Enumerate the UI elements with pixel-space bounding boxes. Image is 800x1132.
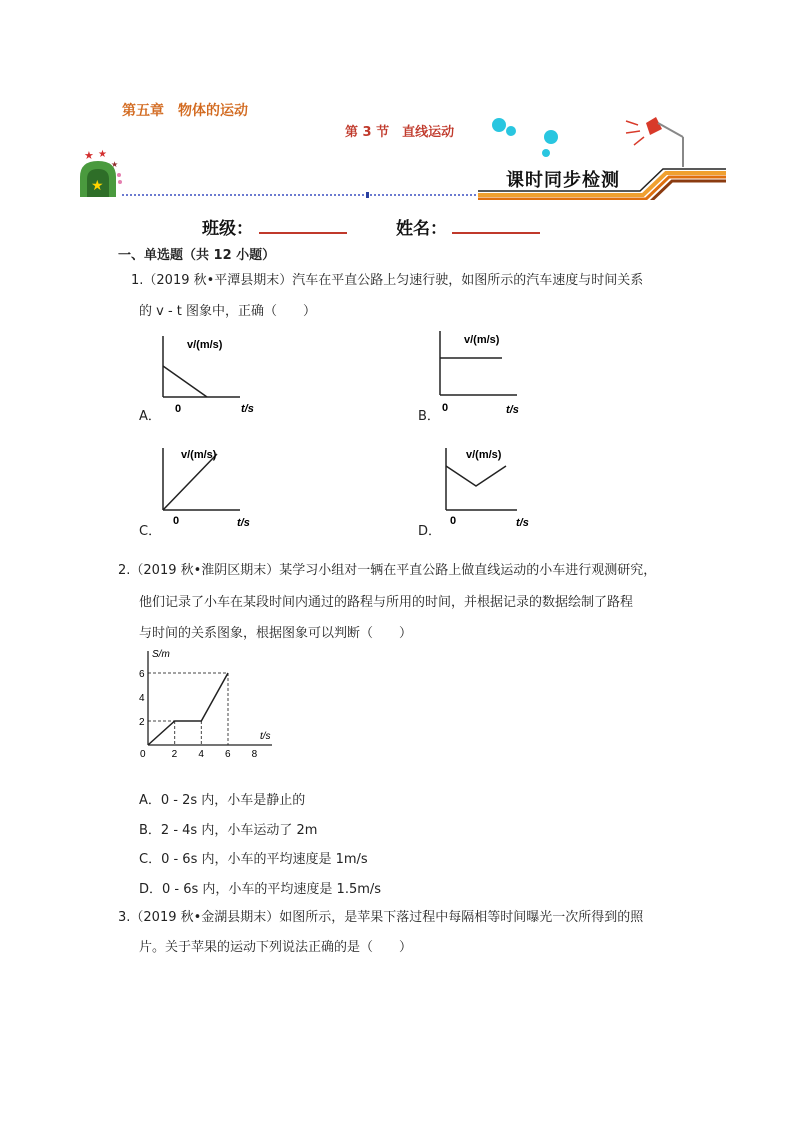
q2-option-b[interactable]: B．2 - 4s 内，小车运动了 2m bbox=[139, 823, 318, 838]
axis-label-y: v/(m/s) bbox=[466, 449, 502, 461]
q1-option-b-label[interactable]: B． bbox=[418, 409, 440, 424]
q3-stem-line1: 3.（2019 秋•金湖县期末）如图所示，是苹果下落过程中每隔相等时间曝光一次所得到的照 bbox=[118, 910, 644, 925]
velocity-line bbox=[163, 366, 207, 397]
axis-label-y: v/(m/s) bbox=[181, 449, 217, 461]
q2-option-c[interactable]: C．0 - 6s 内，小车的平均速度是 1m/s bbox=[139, 852, 368, 867]
y-tick-label: 6 bbox=[139, 669, 145, 680]
q1-option-d-label[interactable]: D． bbox=[418, 524, 442, 539]
y-tick-label: 4 bbox=[139, 693, 145, 704]
chapter-title: 第五章 物体的运动 bbox=[122, 103, 248, 119]
x-tick-label: 8 bbox=[251, 749, 258, 760]
q2-option-d[interactable]: D．0 - 6s 内，小车的平均速度是 1.5m/s bbox=[139, 882, 382, 897]
origin-label: 0 bbox=[442, 402, 449, 414]
axis-label-y: S/m bbox=[152, 649, 170, 660]
origin-label: 0 bbox=[450, 515, 457, 527]
section-title: 第 3 节 直线运动 bbox=[345, 125, 455, 140]
axis-label-x: t/s bbox=[241, 403, 254, 415]
class-input-line[interactable] bbox=[259, 232, 347, 234]
distance-series-line bbox=[148, 673, 228, 745]
q1-option-d-graph bbox=[432, 440, 547, 535]
name-input-line[interactable] bbox=[452, 232, 540, 234]
bubble-icon bbox=[542, 149, 550, 157]
q1-option-b-graph bbox=[432, 325, 547, 420]
class-label: 班级： bbox=[202, 219, 253, 239]
name-label: 姓名： bbox=[396, 219, 447, 239]
y-tick-label: 2 bbox=[139, 717, 145, 728]
section-heading: 一、单选题（共 12 小题） bbox=[118, 248, 276, 263]
banner-title: 课时同步检测 bbox=[506, 170, 620, 191]
svg-text:★: ★ bbox=[91, 177, 104, 193]
axis-label-y: v/(m/s) bbox=[464, 334, 500, 346]
velocity-line bbox=[446, 466, 506, 486]
q1-option-c-label[interactable]: C． bbox=[139, 524, 162, 539]
axis-label-y: v/(m/s) bbox=[187, 339, 223, 351]
star-badge-icon bbox=[80, 149, 122, 197]
x-tick-label: 0 bbox=[140, 749, 146, 760]
x-tick-label: 6 bbox=[225, 749, 231, 760]
axis-label-x: t/s bbox=[506, 404, 519, 416]
origin-label: 0 bbox=[173, 515, 180, 527]
q2-option-a[interactable]: A．0 - 2s 内，小车是静止的 bbox=[139, 793, 306, 808]
q2-stem-line2: 他们记录了小车在某段时间内通过的路程与所用的时间，并根据记录的数据绘制了路程 bbox=[139, 595, 634, 610]
svg-text:★: ★ bbox=[84, 150, 94, 162]
axis-label-x: t/s bbox=[260, 731, 271, 742]
q1-option-a-graph bbox=[155, 330, 270, 420]
q2-distance-time-chart bbox=[138, 645, 288, 760]
lamp-icon bbox=[626, 117, 683, 167]
q3-stem-line2: 片。关于苹果的运动下列说法正确的是（ ） bbox=[139, 940, 413, 955]
q1-stem-line1: 1.（2019 秋•平潭县期末）汽车在平直公路上匀速行驶，如图所示的汽车速度与时间关系 bbox=[131, 273, 644, 288]
x-tick-label: 2 bbox=[171, 749, 178, 760]
q1-stem-line2: 的 v - t 图象中，正确（ ） bbox=[139, 304, 317, 319]
axis-label-x: t/s bbox=[516, 517, 529, 529]
svg-text:★: ★ bbox=[111, 160, 119, 169]
velocity-line bbox=[163, 454, 217, 510]
header-banner-art bbox=[78, 115, 728, 200]
origin-label: 0 bbox=[175, 403, 182, 415]
bubble-icon bbox=[544, 130, 558, 144]
svg-text:★: ★ bbox=[98, 149, 107, 160]
bubble-icon bbox=[492, 118, 506, 132]
bubble-icon bbox=[506, 126, 516, 136]
q1-option-a-label[interactable]: A． bbox=[139, 409, 161, 424]
axis-label-x: t/s bbox=[237, 517, 250, 529]
q2-stem-line3: 与时间的关系图象，根据图象可以判断（ ） bbox=[139, 626, 413, 641]
x-tick-label: 4 bbox=[198, 749, 204, 760]
q2-stem-line1: 2.（2019 秋•淮阴区期末）某学习小组对一辆在平直公路上做直线运动的小车进行观测研究， bbox=[118, 563, 657, 578]
q1-option-c-graph bbox=[155, 440, 270, 535]
